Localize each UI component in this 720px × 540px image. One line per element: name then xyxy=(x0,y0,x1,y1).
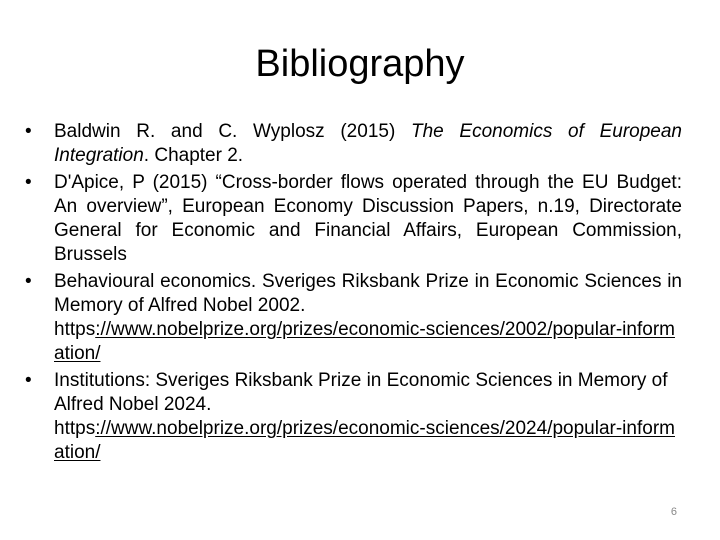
reference-text: Baldwin R. and C. Wyplosz (2015) xyxy=(54,121,411,142)
reference-text-suffix: . Chapter 2. xyxy=(143,145,244,166)
reference-text: Institutions: Sveriges Riksbank Prize in Economic Sciences in Memory of Alfred Nobel 2024. xyxy=(54,370,668,415)
reference-link[interactable]: ://www.nobelprize.org/prizes/economic-sciences/2024/popular-information/ xyxy=(54,418,675,463)
bullet-icon: • xyxy=(25,172,32,193)
bibliography-item-behavioural xyxy=(25,270,682,366)
slide-number: 6 xyxy=(670,506,677,518)
reference-text: Behavioural economics. Sveriges Riksbank Prize in Economic Sciences in Memory of Alfred Nobel 2002. xyxy=(54,271,682,316)
bibliography-item-dapice xyxy=(25,171,682,267)
reference-link-prefix[interactable]: https xyxy=(54,319,96,340)
bibliography-item-institutions xyxy=(25,369,682,465)
reference-link[interactable]: ://www.nobelprize.org/prizes/economic-sciences/2002/popular-information/ xyxy=(54,319,675,364)
bibliography-list xyxy=(25,120,682,468)
bullet-icon: • xyxy=(25,121,32,142)
bibliography-item-baldwin xyxy=(25,120,682,168)
slide-title: Bibliography xyxy=(255,43,465,85)
reference-text: D'Apice, P (2015) “Cross-border flows operated through the EU Budget: An overview”, European Economy Discussion Papers, n.19, Directorate General for Economic and Financial Affairs, European Commission, Brussels xyxy=(54,172,682,265)
bullet-icon: • xyxy=(25,370,32,391)
reference-book-title: The Economics of European Integration xyxy=(54,121,682,166)
bullet-icon: • xyxy=(25,271,32,292)
reference-link-prefix[interactable]: https xyxy=(54,418,96,439)
